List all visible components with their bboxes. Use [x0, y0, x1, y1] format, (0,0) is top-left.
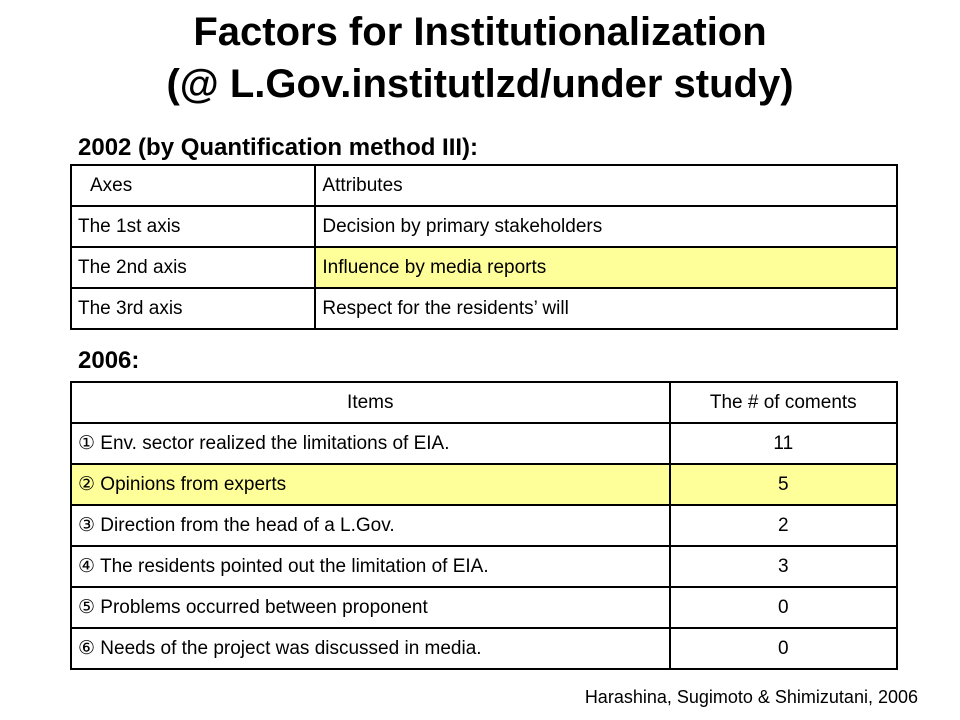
attribute-cell: Decision by primary stakeholders	[315, 206, 897, 247]
table-row	[71, 206, 897, 247]
title-line-1: Factors for Institutionalization	[193, 10, 767, 54]
attribute-cell-highlighted: Influence by media reports	[315, 247, 897, 288]
header-axes: Axes	[71, 165, 315, 206]
axis-cell: The 1st axis	[71, 206, 315, 247]
section-label-2002: 2002 (by Quantification method III):	[78, 134, 479, 161]
item-cell: ③ Direction from the head of a L.Gov.	[71, 505, 670, 546]
section-label-2006: 2006:	[78, 347, 140, 374]
table-row	[71, 423, 897, 464]
count-cell: 5	[670, 464, 897, 505]
header-items: Items	[71, 382, 670, 423]
item-cell: ① Env. sector realized the limitations of EIA.	[71, 423, 670, 464]
header-count: The # of coments	[670, 382, 897, 423]
count-cell: 3	[670, 546, 897, 587]
axes-table	[70, 164, 898, 330]
items-table	[70, 381, 898, 670]
table-row	[71, 546, 897, 587]
item-cell: ④ The residents pointed out the limitation of EIA.	[71, 546, 670, 587]
table-row	[71, 587, 897, 628]
table-row-highlighted	[71, 464, 897, 505]
table-header-row	[71, 165, 897, 206]
table-header-row	[71, 382, 897, 423]
count-cell: 0	[670, 628, 897, 669]
table-row	[71, 505, 897, 546]
slide-title	[0, 6, 960, 110]
axis-cell: The 3rd axis	[71, 288, 315, 329]
header-attributes: Attributes	[315, 165, 897, 206]
axis-cell: The 2nd axis	[71, 247, 315, 288]
table-row	[71, 288, 897, 329]
table-row	[71, 247, 897, 288]
count-cell: 0	[670, 587, 897, 628]
table-row	[71, 628, 897, 669]
item-cell: ⑥ Needs of the project was discussed in media.	[71, 628, 670, 669]
item-cell: ② Opinions from experts	[71, 464, 670, 505]
title-line-2: (@ L.Gov.institutlzd/under study)	[166, 62, 794, 106]
count-cell: 11	[670, 423, 897, 464]
citation: Harashina, Sugimoto & Shimizutani, 2006	[584, 687, 918, 707]
attribute-cell: Respect for the residents’ will	[315, 288, 897, 329]
count-cell: 2	[670, 505, 897, 546]
item-cell: ⑤ Problems occurred between proponent	[71, 587, 670, 628]
